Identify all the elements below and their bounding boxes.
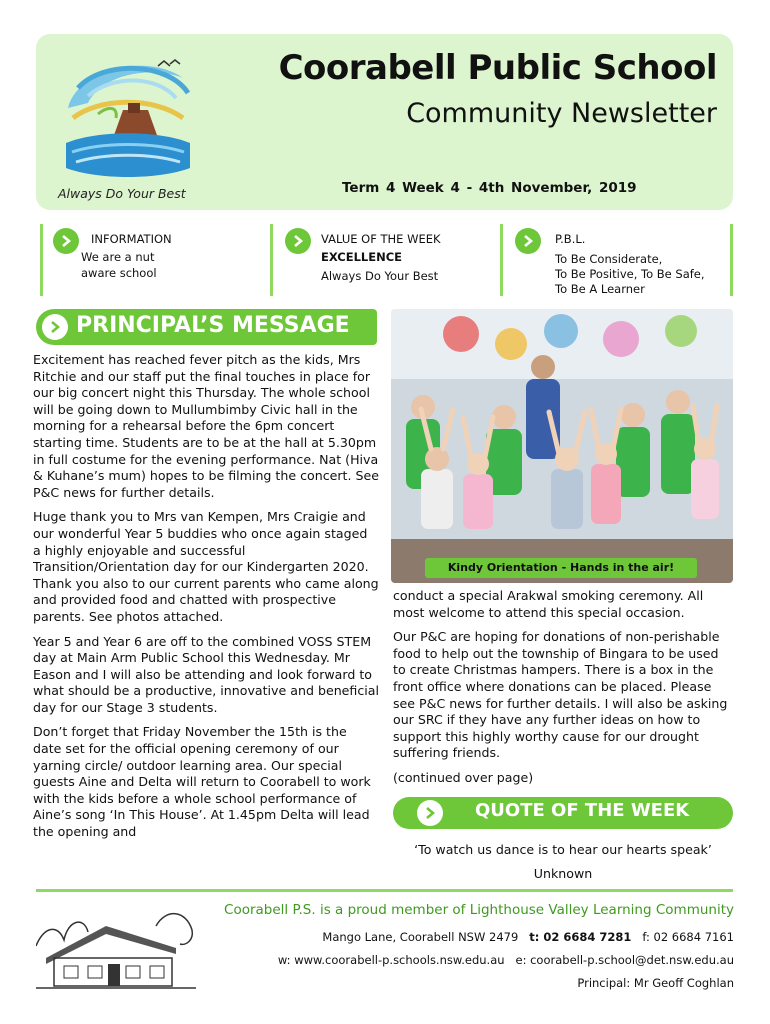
info-column-pbl <box>500 224 733 296</box>
paragraph: Our P&C are hoping for donations of non-perishable food to help out the township of Bingara to be used to create Christmas hampers. There is a box in the front office where donations can be placed. Please see P&C news for further details. I will also be asking our SRC if they have any further ideas on how to support this highly worthy cause for our drought suffering friends. <box>393 629 728 761</box>
paragraph: Huge thank you to Mrs van Kempen, Mrs Craigie and our wonderful Year 5 buddies who once again staged a highly enjoyable and successful Transition/Orientation day for our Kindergarten 2020. Thank you also to our current parents who came along and provided food and chatted with prospective parents. See photos attached. <box>33 509 379 624</box>
info-line: We are a nut <box>81 250 155 264</box>
principals-message-heading: PRINCIPAL’S MESSAGE <box>76 313 350 338</box>
pbl-line: To Be A Learner <box>555 282 645 296</box>
principals-message-banner <box>36 309 377 345</box>
chevron-right-icon <box>42 314 68 340</box>
value-line: Always Do Your Best <box>321 269 439 283</box>
paragraph: conduct a special Arakwal smoking ceremony. All most welcome to attend this special occasion. <box>393 588 704 620</box>
term-week-date: Term 4 Week 4 - 4th November, 2019 <box>342 180 637 196</box>
pbl-title: P.B.L. <box>555 232 586 246</box>
footer-email[interactable]: e: coorabell-p.school@det.nsw.edu.au <box>515 953 734 967</box>
photo-caption: Kindy Orientation - Hands in the air! <box>425 558 697 578</box>
footer-web-email <box>278 953 734 967</box>
paragraph: Excitement has reached fever pitch as the kids, Mrs Ritchie and our staff put the final touches in place for our big concert night this Thursday. The whole school will be going down to Mullumbimby Civic hall in the morning for a rehearsal before the 6pm concert starting time. Students are to be at the hall at 5.30pm in full costume for the evening performance. Nat (Hiva & Kuhane’s mum) hopes to be filming the concert. See P&C news for further details. <box>33 352 379 500</box>
footer-phone: t: 02 6684 7281 <box>529 930 632 944</box>
footer-fax: f: 02 6684 7161 <box>642 930 734 944</box>
footer-principal: Principal: Mr Geoff Coghlan <box>577 976 734 990</box>
info-column-information <box>40 224 260 296</box>
pbl-line: To Be Positive, To Be Safe, <box>555 267 705 281</box>
footer-divider <box>36 889 733 892</box>
paragraph: Year 5 and Year 6 are off to the combined VOSS STEM day at Main Arm Public School this Wednesday. Mr Eason and I will also be attending and look forward to what should be a productive, innovative and beneficial day for our Stage 3 students. <box>33 633 379 715</box>
newsletter-title: Community Newsletter <box>406 98 717 129</box>
chevron-right-icon <box>515 228 541 254</box>
school-name: Coorabell Public School <box>278 48 717 88</box>
footer-membership: Coorabell P.S. is a proud member of Lighthouse Valley Learning Community <box>224 902 734 918</box>
continued-note: (continued over page) <box>393 769 534 785</box>
info-title: INFORMATION <box>91 232 172 246</box>
kindy-orientation-photo <box>391 309 733 583</box>
info-column-value-of-week <box>270 224 494 296</box>
school-motto: Always Do Your Best <box>58 186 186 201</box>
pbl-line: To Be Considerate, <box>555 252 663 266</box>
value-word: EXCELLENCE <box>321 250 403 264</box>
quote-of-week-banner <box>393 797 733 829</box>
school-building-drawing <box>36 896 196 996</box>
principal-message-left-column <box>33 352 379 849</box>
quote-author: Unknown <box>533 866 593 881</box>
principal-message-right-column <box>393 588 735 795</box>
quote-text: ‘To watch us dance is to hear our hearts speak’ <box>414 842 712 857</box>
value-title: VALUE OF THE WEEK <box>321 232 441 246</box>
chevron-right-icon <box>285 228 311 254</box>
footer-address: Mango Lane, Coorabell NSW 2479 <box>322 930 519 944</box>
info-line: aware school <box>81 266 157 280</box>
chevron-right-icon <box>417 800 443 826</box>
paragraph: Don’t forget that Friday November the 15th is the date set for the official opening ceremony of our yarning circle/ outdoor learning area. Our special guests Aine and Delta will return to Coorabell to work with the kids before a whole school performance of Aine’s song ‘In This House’. At 1.45pm Delta will lead the opening and <box>33 724 371 840</box>
footer-contact <box>322 930 734 944</box>
quote-heading: QUOTE OF THE WEEK <box>475 800 690 821</box>
school-logo <box>58 48 198 183</box>
chevron-right-icon <box>53 228 79 254</box>
footer-web[interactable]: w: www.coorabell-p.schools.nsw.edu.au <box>277 953 505 967</box>
header-panel <box>36 34 733 210</box>
